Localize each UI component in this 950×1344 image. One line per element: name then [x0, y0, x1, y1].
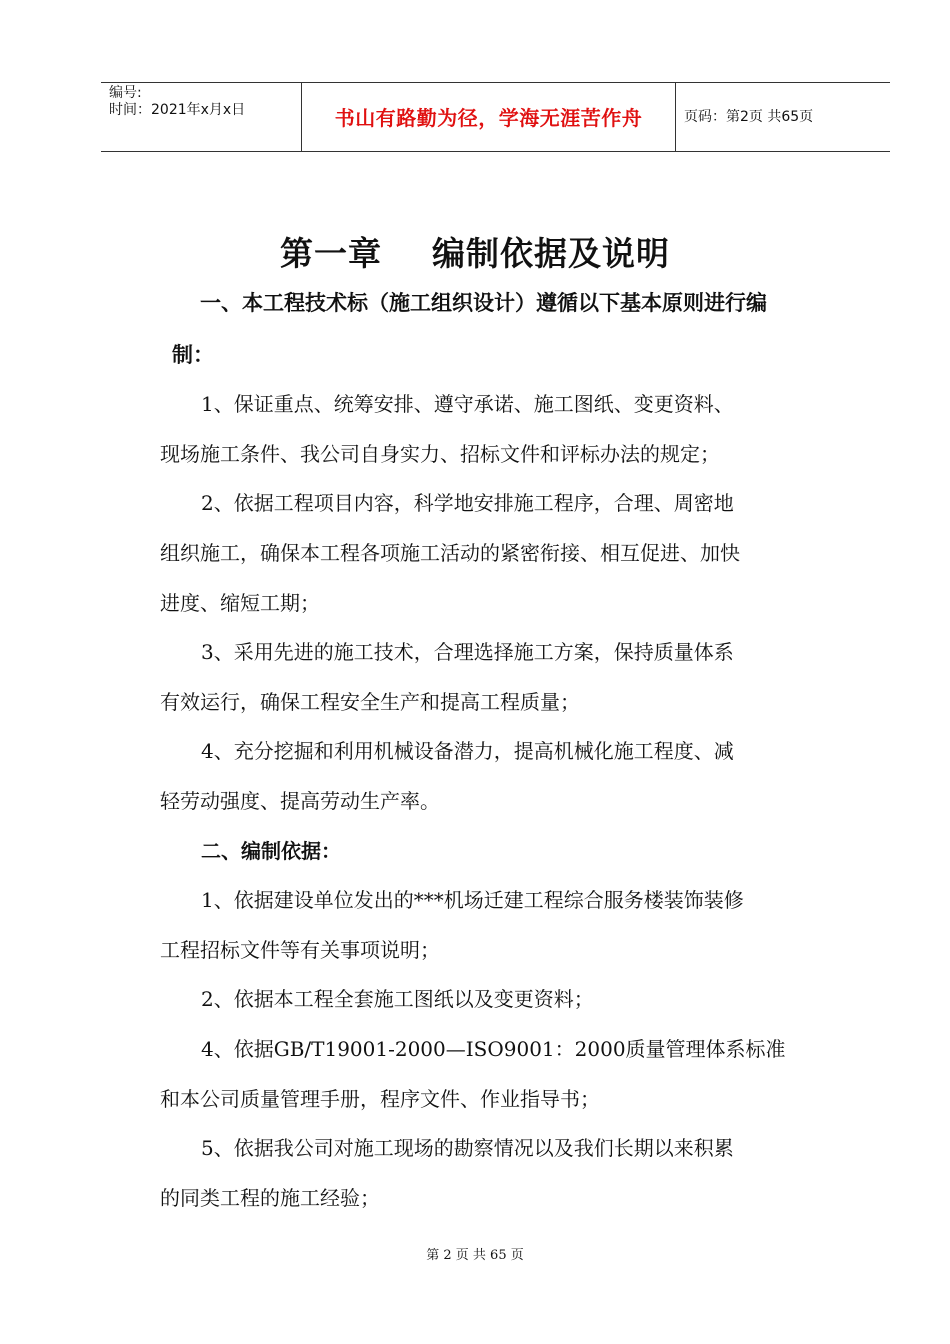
section1-paragraph4-line2: 轻劳动强度、提高劳动生产率。: [160, 789, 440, 813]
section1-paragraph2-line3: 进度、缩短工期；: [160, 591, 320, 615]
section1-paragraph2-line2: 组织施工，确保本工程各项施工活动的紧密衔接、相互促进、加快: [160, 541, 740, 565]
section1-paragraph1-line1: 1、保证重点、统筹安排、遵守承诺、施工图纸、变更资料、: [201, 392, 734, 416]
section1-heading-line1: 一、本工程技术标（施工组织设计）遵循以下基本原则进行编: [200, 291, 767, 315]
section2-paragraph1-line2: 工程招标文件等有关事项说明；: [160, 938, 440, 962]
section1-paragraph3-line1: 3、采用先进的施工技术，合理选择施工方案，保持质量体系: [201, 640, 734, 664]
section2-heading: 二、编制依据：: [201, 839, 341, 863]
section1-heading-line2: 制：: [172, 343, 214, 367]
document-header: [101, 82, 890, 152]
page-footer: 第 2 页 共 65 页: [426, 1248, 524, 1263]
section1-paragraph1-line2: 现场施工条件、我公司自身实力、招标文件和评标办法的规定；: [160, 442, 720, 466]
section2-paragraph5-line2: 的同类工程的施工经验；: [160, 1186, 380, 1210]
section2-paragraph1-line1: 1、依据建设单位发出的***机场迁建工程综合服务楼装饰装修: [201, 888, 744, 912]
header-motto: 书山有路勤为径，学海无涯苦作舟: [334, 105, 643, 130]
section1-paragraph2-line1: 2、依据工程项目内容，科学地安排施工程序，合理、周密地: [201, 491, 734, 515]
chapter-title: 第一章 编制依据及说明: [280, 234, 670, 273]
section2-paragraph5-line1: 5、依据我公司对施工现场的勘察情况以及我们长期以来积累: [201, 1136, 734, 1160]
header-meta-cell: [101, 83, 302, 151]
section1-paragraph4-line1: 4、充分挖掘和利用机械设备潜力，提高机械化施工程度、减: [201, 739, 734, 763]
section1-paragraph3-line2: 有效运行，确保工程安全生产和提高工程质量；: [160, 690, 580, 714]
header-page-info: 页码：第2页 共65页: [684, 109, 814, 125]
section2-paragraph4-line2: 和本公司质量管理手册，程序文件、作业指导书；: [160, 1087, 600, 1111]
section2-paragraph2-line1: 2、依据本工程全套施工图纸以及变更资料；: [201, 987, 594, 1011]
document-number-label: 编号:: [109, 85, 142, 101]
document-date: 时间：2021年x月x日: [109, 102, 246, 118]
header-page-cell: [676, 83, 890, 151]
header-motto-cell: [302, 83, 676, 151]
section2-paragraph4-line1: 4、依据GB/T19001-2000—ISO9001：2000质量管理体系标准: [201, 1037, 786, 1061]
